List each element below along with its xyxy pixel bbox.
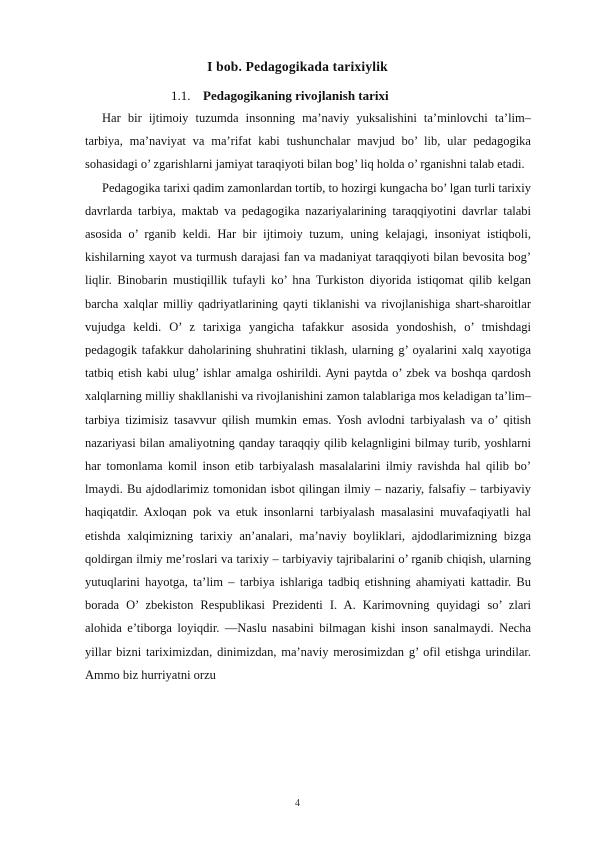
chapter-title: I bob. Pedagogikada tarixiylik [207, 59, 388, 74]
paragraph: Pedagogika tarixi qadim zamonlardan tortib, to hozirgi kungacha bo’ lgan turli tarixiy davrlarda tarbiya, maktab va pedagogika nazariyalarining taraqqiyotini davrlar talabi asosida o’ rganib keldi. Har bir ijtimoiy tuzum, uning kelajagi, insoniyat istiqboli, kishilarning xayot va turmush darajasi fan va madaniyat taraqqiyoti bilan bevosita bog’ liqlir. Binobarin mustiqillik tufayli ko’ hna Turkiston diyorida istiqomat qilib kelgan barcha xalqlar milliy qadriyatlarining qayti tiklanishi va rivojlanishiga shart-sharoitlar vujudga keldi. O’ z tarixiga yangicha tafakkur asosida yondoshish, o’ tmishdagi pedagogik tafakkur daholarining shuhratini tiklash, ularning g’ oyalarini xalq xayotiga tatbiq etish kabi ulug’ ishlar amalga oshirildi. Ayni paytda o’ zbek va boshqa qardosh xalqlarning milliy shakllanishi va rivojlanishini zamon talablariga mos keladigan ta’lim–tarbiya tizimisiz tasavvur qilish mumkin emas. Yosh avlodni tarbiyalash va o’ qitish nazariyasi bilan amaliyotning qanday taraqqiy qilib kelagnligini bilmay turib, yoshlarni har tomonlama komil inson etib tarbiyalash masalalarini ilmiy ravishda hal qilib bo’ lmaydi. Bu ajdodlarimiz tomonidan isbot qilingan ilmiy – nazariy, falsafiy – tarbiyaviy haqiqatdir. Axloqan pok va etuk insonlarni tarbiyalash masalasini muvafaqiyatli hal etishda xalqimizning tarixiy an’analari, ma’naviy boyliklari, ajdodlarimizning bizga qoldirgan ilmiy me’roslari va tarixiy – tarbiyaviy tajribalarini o’ rganib chiqish, ularning yutuqlarini hayotga, ta’lim – tarbiya ishlariga tadbiq etishning ahamiyati kattadir. Bu borada O’ zbekiston Respublikasi Prezidenti I. A. Karimovning quyidagi so’ zlari alohida e’tiborga loyiqdir. ―Naslu nasabini bilmagan kishi inson sanalmaydi. Necha yillar bizni tariximizdan, dinimizdan, ma’naviy merosimizdan g’ ofil etishga urindilar. Ammo biz hurriyatni orzu [85, 180, 531, 682]
body-text [85, 107, 531, 687]
section-number: 1.1. [171, 88, 191, 103]
paragraph: Har bir ijtimoiy tuzumda insonning ma’naviy yuksalishini ta’minlovchi ta’lim–tarbiya, ma’naviyat va ma’rifat kabi tushunchalar mavjud bo’ lib, ular pedagogika sohasidagi o’ zgarishlarni jamiyat taraqiyoti bilan bog’ liq holda o’ rganishni talab etadi. [85, 111, 531, 172]
section-title: Pedagogikaning rivojlanish tarixi [203, 88, 389, 103]
page-number: 4 [295, 798, 300, 809]
section-heading [171, 88, 389, 104]
